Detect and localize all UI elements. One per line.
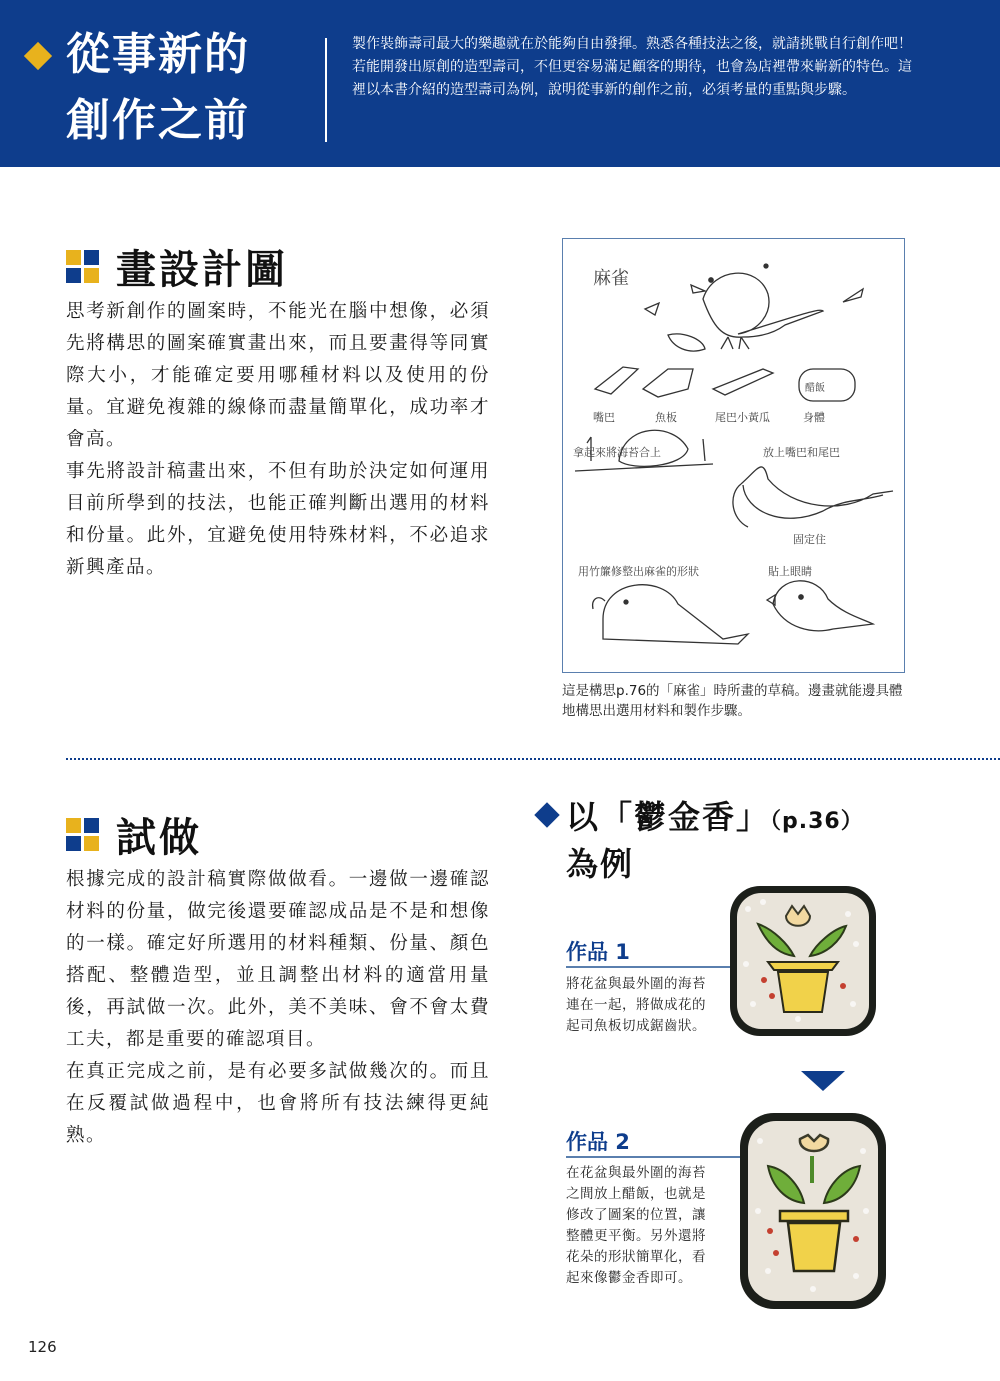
sketch-step-label: 拿起來將海苔合上	[573, 446, 661, 459]
work2-underline	[566, 1156, 756, 1158]
diamond-icon	[24, 42, 52, 70]
section-heading-design	[66, 238, 288, 295]
sketch-part-label: 身體	[803, 411, 825, 424]
sketch-vinegar-rice-label: 醋飯	[805, 383, 825, 394]
example-title	[566, 796, 864, 885]
work1-label: 作品 1	[566, 940, 630, 964]
page-number: 126	[28, 1338, 57, 1356]
sketch-fix-label: 固定住	[793, 533, 826, 546]
header-divider	[325, 38, 327, 142]
example-title-suffix: 為例	[566, 845, 635, 883]
title-line-2: 創作之前	[66, 95, 250, 146]
sketch-part-label: 嘴巴	[593, 411, 615, 424]
sushi-photo-2	[738, 1111, 888, 1311]
paragraph: 根據完成的設計稿實際做做看。一邊做一邊確認材料的份量，做完後還要確認成品是不是和想像的一樣。確定好所選用的材料種類、份量、顏色搭配、整體造型，並且調整出材料的適當用量後，再試做一次。此外，美不美味、會不會太費工夫，都是重要的確認項目。	[66, 869, 490, 1050]
page-title	[66, 22, 250, 154]
work2-text: 在花盆與最外圍的海苔之間放上醋飯，也就是修改了圖案的位置，讓整體更平衡。另外還將花朵的形狀簡單化，看起來像鬱金香即可。	[566, 1165, 706, 1286]
sketch-step-label: 貼上眼睛	[768, 565, 812, 578]
title-line-1: 從事新的	[66, 29, 250, 80]
diamond-icon	[534, 802, 559, 827]
intro-text: 製作裝飾壽司最大的樂趣就在於能夠自由發揮。熟悉各種技法之後，就請挑戰自行創作吧！若能開發出原創的造型壽司，不但更容易滿足顧客的期待，也會為店裡帶來嶄新的特色。這裡以本書介紹的造型壽司為例，說明從事新的創作之前，必須考量的重點與步驟。	[352, 36, 912, 98]
sushi-photo-1	[728, 884, 878, 1039]
section-squares-icon	[66, 818, 100, 852]
example-page-ref: （p.36）	[770, 809, 864, 834]
sketch-title: 麻雀	[593, 268, 629, 289]
sketch-step-label: 放上嘴巴和尾巴	[763, 446, 840, 459]
section-heading-trial	[66, 806, 202, 863]
section-title: 畫設計圖	[116, 247, 288, 293]
design-sketch	[562, 238, 905, 673]
sketch-part-label: 尾巴小黃瓜	[715, 411, 770, 424]
sketch-caption: 這是構思p.76的「麻雀」時所畫的草稿。邊畫就能邊具體地構思出選用材料和製作步驟。	[562, 683, 903, 719]
sketch-step-label: 用竹簾修整出麻雀的形狀	[578, 565, 699, 578]
example-title-prefix: 以「鬱金香」	[566, 798, 771, 836]
section-squares-icon	[66, 250, 100, 284]
paragraph: 思考新創作的圖案時，不能光在腦中想像，必須先將構思的圖案確實畫出來，而且要畫得等同實際大小，才能確定要用哪種材料以及使用的份量。宜避免複雜的線條而盡量簡單化，成功率才會高。	[66, 301, 490, 450]
section-body-trial	[66, 864, 490, 1152]
section-title: 試做	[116, 815, 202, 861]
section-body-design	[66, 296, 490, 584]
paragraph: 在真正完成之前，是有必要多試做幾次的。而且在反覆試做過程中，也會將所有技法練得更純熟。	[66, 1061, 490, 1146]
work1-text: 將花盆與最外圍的海苔連在一起，將做成花的起司魚板切成鋸齒狀。	[566, 976, 706, 1034]
work2-label: 作品 2	[566, 1130, 630, 1154]
sketch-part-label: 魚板	[655, 411, 677, 424]
section-divider	[66, 758, 1000, 760]
paragraph: 事先將設計稿畫出來，不但有助於決定如何運用目前所學到的技法，也能正確判斷出選用的材料和份量。此外，宜避免使用特殊材料，不必追求新興產品。	[66, 461, 490, 578]
arrow-down-icon	[801, 1071, 845, 1091]
header-band	[0, 0, 1000, 167]
